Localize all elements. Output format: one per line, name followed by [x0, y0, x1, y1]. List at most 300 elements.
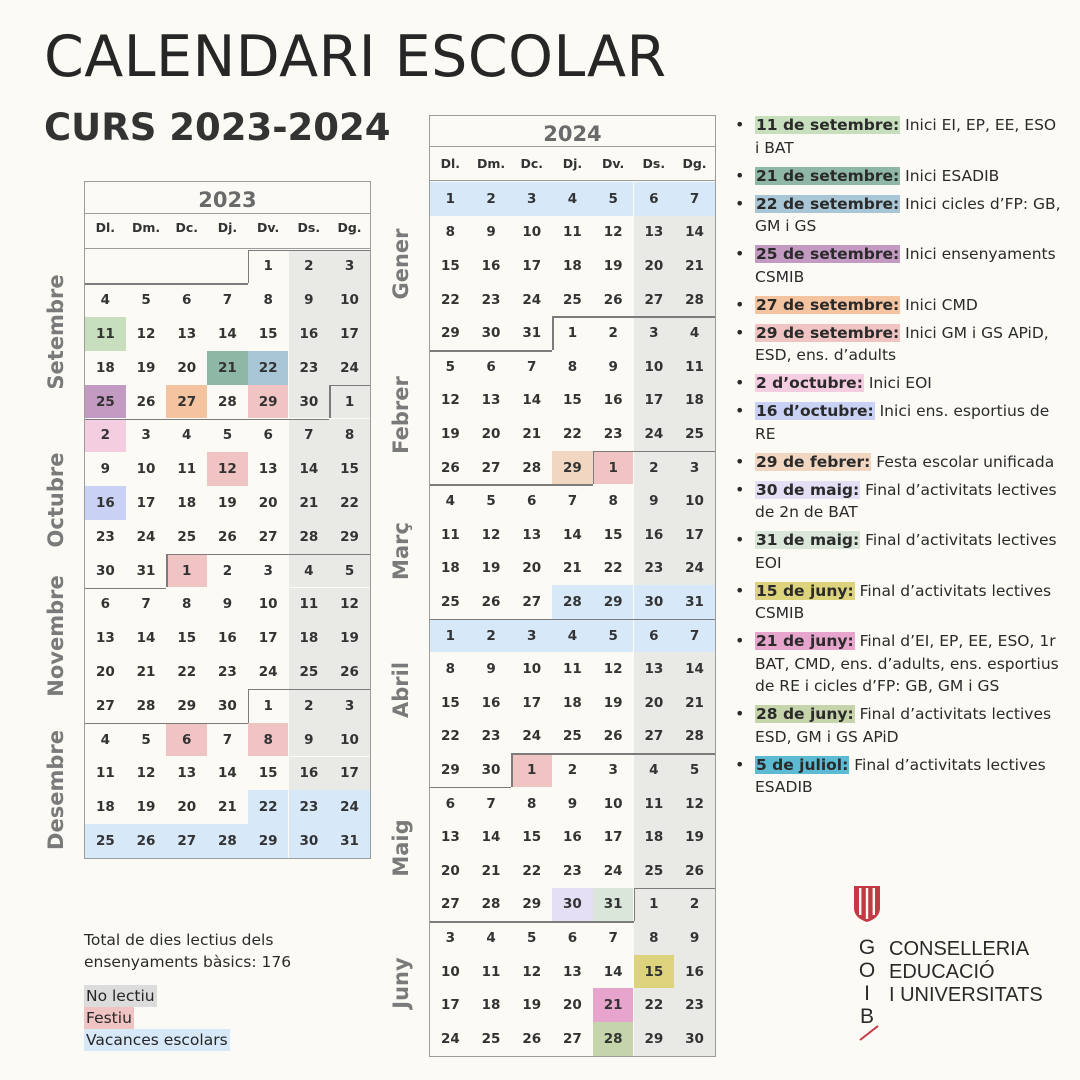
event-item — [735, 294, 1065, 317]
calendar-day: 30 — [552, 888, 593, 922]
calendar-day: 29 — [248, 385, 289, 419]
weekday-header: Dg. — [682, 156, 707, 171]
event-text: Inici cicles d’FP: GB, GM i GS — [755, 194, 1061, 235]
calendar-day: 31 — [136, 562, 156, 579]
event-date: 15 de juny: — [756, 581, 854, 600]
calendar-day: 11 — [95, 765, 115, 782]
event-item — [735, 703, 1065, 748]
calendar-day: 6 — [527, 493, 537, 510]
calendar-2024 — [429, 115, 716, 1057]
calendar-day: 10 — [674, 484, 715, 518]
calendar-day: 21 — [593, 988, 634, 1022]
calendar-day: 21 — [481, 862, 501, 879]
event-date: 22 de setembre: — [756, 194, 900, 213]
calendar-day: 21 — [674, 249, 715, 283]
calendar-day: 14 — [563, 526, 582, 543]
calendar-day: 23 — [289, 790, 330, 824]
total-days-note: Total de dies lectius dels ensenyaments bàsics: 176 — [84, 931, 292, 971]
calendar-day: 25 — [674, 417, 715, 451]
calendar-day: 2 — [85, 419, 126, 453]
event-date: 30 de maig: — [756, 480, 860, 499]
calendar-day: 28 — [218, 393, 237, 410]
calendar-day: 22 — [634, 988, 675, 1022]
calendar-day: 1 — [430, 619, 471, 653]
calendar-day: 14 — [289, 452, 330, 486]
month-label: Abril — [389, 661, 413, 719]
weekday-header: Dv. — [257, 220, 280, 235]
calendar-day: 3 — [329, 689, 370, 723]
calendar-day: 5 — [674, 753, 715, 787]
calendar-day: 4 — [486, 929, 496, 946]
calendar-day: 25 — [177, 528, 197, 545]
calendar-day: 12 — [603, 661, 623, 678]
calendar-day: 24 — [522, 728, 542, 745]
calendar-day: 6 — [634, 619, 675, 653]
calendar-day: 1 — [329, 385, 370, 419]
calendar-day: 26 — [674, 854, 715, 888]
calendar-day: 3 — [263, 562, 273, 579]
event-item — [735, 193, 1065, 238]
calendar-day: 2 — [471, 619, 512, 653]
calendar-day: 11 — [85, 317, 126, 351]
calendar-day: 26 — [126, 824, 167, 858]
calendar-day: 7 — [222, 731, 233, 748]
calendar-day: 19 — [329, 621, 370, 655]
calendar-day: 20 — [95, 663, 115, 680]
calendar-day: 7 — [486, 795, 496, 812]
event-item — [735, 529, 1065, 574]
calendar-day: 17 — [329, 757, 370, 791]
calendar-day: 7 — [289, 419, 330, 453]
calendar-day: 18 — [440, 560, 460, 577]
calendar-day: 5 — [222, 427, 233, 444]
calendar-day: 22 — [603, 560, 623, 577]
calendar-day: 23 — [289, 351, 330, 385]
month-label: Novembre — [44, 575, 68, 697]
calendar-day: 1 — [567, 325, 578, 342]
calendar-day: 1 — [166, 554, 207, 588]
calendar-day: 12 — [674, 787, 715, 821]
calendar-day: 15 — [522, 829, 542, 846]
event-text: Inici EI, EP, EE, ESO i BAT — [755, 116, 1057, 157]
calendar-day: 20 — [177, 799, 197, 816]
legend — [84, 985, 230, 1051]
calendar-day: 17 — [674, 518, 715, 552]
calendar-day: 20 — [522, 560, 542, 577]
event-text: Final d’EI, EP, EE, ESO, 1r BAT, CMD, ens. d’adults, ens. esportius de RE i cicles d’FP: GB, GM i GS — [755, 632, 1059, 695]
month-label: Desembre — [44, 730, 68, 850]
calendar-day: 23 — [674, 988, 715, 1022]
calendar-day: 29 — [552, 451, 593, 485]
calendar-day: 18 — [481, 997, 501, 1014]
calendar-day: 1 — [263, 258, 273, 275]
logo-name: CONSELLERIA EDUCACIÓ I UNIVERSITATS — [889, 938, 1043, 1006]
goib-acronym: G O I B — [858, 936, 876, 1028]
calendar-day: 28 — [522, 459, 542, 476]
calendar-day: 25 — [634, 854, 675, 888]
event-date: 16 d’octubre: — [756, 402, 874, 420]
calendar-day: 3 — [608, 761, 618, 778]
calendar-day: 9 — [567, 795, 578, 812]
weekday-header: Dc. — [175, 220, 198, 235]
calendar-day: 25 — [481, 1030, 501, 1047]
calendar-day: 17 — [634, 384, 675, 418]
calendar-day: 26 — [329, 655, 370, 689]
calendar-day: 5 — [486, 493, 496, 510]
calendar-day: 19 — [674, 820, 715, 854]
event-item — [735, 580, 1065, 625]
calendar-day: 27 — [634, 283, 675, 317]
calendar-day: 28 — [289, 520, 330, 554]
calendar-day: 12 — [207, 452, 248, 486]
calendar-day: 23 — [218, 663, 237, 680]
calendar-day: 14 — [522, 392, 542, 409]
calendar-day: 21 — [289, 486, 330, 520]
event-text: Final d’activitats lectives EOI — [755, 531, 1057, 572]
calendar-day: 7 — [608, 929, 618, 946]
shield-icon — [852, 884, 882, 924]
calendar-day: 19 — [522, 997, 542, 1014]
calendar-day: 12 — [603, 224, 623, 241]
calendar-day: 5 — [141, 731, 151, 748]
calendar-day: 29 — [440, 325, 460, 342]
calendar-day: 8 — [182, 596, 192, 613]
page-subtitle: CURS 2023-2024 — [44, 106, 391, 149]
calendar-day: 13 — [634, 652, 675, 686]
weekday-header: Dl. — [440, 156, 461, 171]
calendar-day: 8 — [608, 493, 618, 510]
calendar-day: 18 — [95, 359, 115, 376]
calendar-day: 2 — [289, 250, 330, 284]
calendar-day: 10 — [603, 795, 623, 812]
event-date: 21 de setembre: — [756, 166, 900, 185]
calendar-day: 1 — [263, 697, 273, 714]
calendar-day: 16 — [218, 630, 237, 647]
calendar-day: 23 — [603, 425, 623, 442]
calendar-day: 2 — [608, 325, 618, 342]
calendar-day: 11 — [481, 963, 501, 980]
calendar-day: 20 — [634, 249, 675, 283]
calendar-day: 31 — [593, 888, 634, 922]
calendar-day: 26 — [218, 528, 237, 545]
calendar-day: 29 — [593, 585, 634, 619]
calendar-day — [166, 250, 207, 284]
event-date: 11 de setembre: — [756, 116, 900, 134]
calendar-day: 11 — [563, 661, 582, 678]
calendar-day: 17 — [522, 257, 542, 274]
calendar-day: 18 — [563, 257, 582, 274]
calendar-day: 15 — [440, 694, 460, 711]
calendar-day: 9 — [289, 723, 330, 757]
calendar-day: 10 — [136, 461, 156, 478]
event-date: 27 de setembre: — [756, 295, 900, 314]
calendar-day: 27 — [634, 720, 675, 754]
calendar-day: 13 — [522, 526, 542, 543]
calendar-day: 6 — [634, 182, 675, 216]
calendar-day: 7 — [222, 292, 233, 309]
calendar-day: 13 — [634, 216, 675, 250]
calendar-day: 9 — [674, 921, 715, 955]
calendar-day: 29 — [634, 1022, 675, 1056]
calendar-day: 13 — [258, 461, 278, 478]
calendar-day: 4 — [552, 182, 593, 216]
calendar-day: 27 — [95, 697, 115, 714]
calendar-day: 17 — [136, 494, 156, 511]
calendar-day — [207, 250, 248, 284]
event-item — [735, 479, 1065, 524]
calendar-day: 16 — [634, 518, 675, 552]
calendar-day: 24 — [674, 552, 715, 586]
calendar-day: 12 — [329, 588, 370, 622]
calendar-day: 25 — [563, 291, 582, 308]
calendar-day: 17 — [603, 829, 623, 846]
calendar-day: 9 — [222, 596, 233, 613]
calendar-day: 18 — [289, 621, 330, 655]
calendar-day: 3 — [329, 250, 370, 284]
calendar-day: 2 — [674, 888, 715, 922]
calendar-day: 9 — [100, 461, 111, 478]
weekday-header: Dm. — [131, 220, 161, 235]
calendar-day: 11 — [634, 787, 675, 821]
calendar-day: 25 — [85, 385, 126, 419]
calendar-day: 4 — [289, 554, 330, 588]
calendar-day: 4 — [634, 753, 675, 787]
calendar-day: 13 — [563, 963, 582, 980]
calendar-day: 30 — [674, 1022, 715, 1056]
calendar-day: 19 — [603, 257, 623, 274]
calendar-day: 5 — [445, 358, 456, 375]
calendar-day: 27 — [563, 1030, 582, 1047]
calendar-day: 13 — [177, 765, 197, 782]
event-date: 29 de setembre: — [756, 323, 900, 342]
calendar-day: 15 — [440, 257, 460, 274]
event-text: Inici ESADIB — [900, 166, 1000, 185]
event-item — [735, 322, 1065, 367]
calendar-day: 5 — [593, 182, 634, 216]
calendar-day: 19 — [440, 425, 460, 442]
calendar-day: 14 — [218, 765, 237, 782]
calendar-day: 24 — [634, 417, 675, 451]
calendar-day: 16 — [85, 486, 126, 520]
calendar-day: 16 — [481, 694, 501, 711]
calendar-day: 16 — [289, 757, 330, 791]
calendar-day: 30 — [289, 824, 330, 858]
calendar-day: 12 — [481, 526, 501, 543]
calendar-day: 29 — [440, 761, 460, 778]
calendar-day: 16 — [289, 317, 330, 351]
calendar-day: 7 — [527, 358, 537, 375]
calendar-day: 5 — [527, 929, 537, 946]
calendar-day: 8 — [567, 358, 578, 375]
calendar-day: 28 — [136, 697, 156, 714]
calendar-day: 22 — [177, 663, 197, 680]
calendar-day: 29 — [329, 520, 370, 554]
calendar-day: 9 — [634, 484, 675, 518]
events-list — [735, 114, 1065, 804]
calendar-day: 3 — [511, 182, 552, 216]
calendar-day: 17 — [329, 317, 370, 351]
weekday-header: Dm. — [476, 156, 506, 171]
calendar-day: 3 — [634, 316, 675, 350]
calendar-day: 29 — [522, 896, 542, 913]
calendar-day: 12 — [440, 392, 460, 409]
weekday-header: Dc. — [520, 156, 543, 171]
calendar-day: 8 — [634, 921, 675, 955]
event-text: Inici ens. esportius de RE — [755, 402, 1050, 443]
calendar-day: 20 — [563, 997, 582, 1014]
calendar-day: 22 — [522, 862, 542, 879]
page-title: CALENDARI ESCOLAR — [44, 24, 667, 90]
weekday-header: Dg. — [337, 220, 362, 235]
calendar-day: 8 — [329, 419, 370, 453]
calendar-day: 28 — [552, 585, 593, 619]
calendar-day: 4 — [100, 731, 111, 748]
calendar-day: 30 — [481, 761, 501, 778]
weekday-header: Dj. — [217, 220, 238, 235]
calendar-day: 15 — [603, 526, 623, 543]
calendar-day: 19 — [218, 494, 237, 511]
calendar-day: 9 — [289, 283, 330, 317]
calendar-day: 2 — [289, 689, 330, 723]
calendar-day: 24 — [440, 1030, 460, 1047]
calendar-day: 9 — [608, 358, 618, 375]
calendar-day: 20 — [481, 425, 501, 442]
event-text: Inici GM i GS APiD, ESD, ens. d’adults — [755, 323, 1049, 364]
calendar-day: 29 — [177, 697, 197, 714]
calendar-day: 7 — [674, 182, 715, 216]
calendar-day: 24 — [329, 790, 370, 824]
calendar-day: 14 — [674, 652, 715, 686]
event-text: Inici EOI — [863, 374, 932, 392]
month-label: Octubre — [44, 452, 68, 548]
calendar-day: 18 — [95, 799, 115, 816]
event-date: 28 de juny: — [756, 705, 854, 723]
event-text: Inici CMD — [900, 295, 978, 314]
calendar-day: 22 — [329, 486, 370, 520]
calendar-day: 10 — [329, 283, 370, 317]
month-label: Març — [389, 522, 413, 580]
event-text: Festa escolar unificada — [871, 452, 1055, 471]
calendar-day: 11 — [289, 588, 330, 622]
calendar-day: 18 — [563, 694, 582, 711]
calendar-day: 1 — [634, 888, 675, 922]
calendar-day: 14 — [603, 963, 623, 980]
legend-vacances: Vacances escolars — [86, 1031, 228, 1049]
calendar-day: 10 — [522, 661, 542, 678]
calendar-day: 4 — [552, 619, 593, 653]
calendar-day: 28 — [207, 824, 248, 858]
event-item — [735, 165, 1065, 188]
calendar-day: 31 — [674, 585, 715, 619]
calendar-day: 30 — [218, 697, 237, 714]
event-date: 5 de juliol: — [756, 755, 849, 774]
weekday-header: Dl. — [95, 220, 116, 235]
calendar-day: 24 — [136, 528, 156, 545]
calendar-day: 20 — [634, 686, 675, 720]
calendar-day: 20 — [258, 494, 278, 511]
calendar-day: 15 — [563, 392, 582, 409]
event-date: 31 de maig: — [756, 531, 860, 549]
calendar-day: 4 — [100, 292, 111, 309]
event-item — [735, 451, 1065, 474]
calendar-day: 22 — [248, 351, 289, 385]
calendar-day: 6 — [166, 723, 207, 757]
calendar-day: 10 — [522, 224, 542, 241]
calendar-day: 8 — [263, 292, 273, 309]
calendar-day: 14 — [136, 630, 156, 647]
calendar-day: 30 — [95, 562, 115, 579]
calendar-day: 19 — [136, 359, 156, 376]
event-text: Final d’activitats lectives de 2n de BAT — [755, 480, 1057, 521]
calendar-day: 6 — [100, 596, 111, 613]
calendar-day — [85, 250, 126, 284]
month-label: Gener — [389, 228, 413, 300]
calendar-day: 11 — [674, 350, 715, 384]
calendar-day: 17 — [522, 694, 542, 711]
event-item — [735, 630, 1065, 698]
event-item — [735, 114, 1065, 159]
calendar-day: 8 — [445, 661, 456, 678]
calendar-day: 31 — [329, 824, 370, 858]
calendar-day: 4 — [674, 316, 715, 350]
calendar-day: 14 — [481, 829, 501, 846]
legend-festiu: Festiu — [86, 1009, 132, 1027]
event-date: 25 de setembre: — [756, 245, 900, 263]
calendar-day: 21 — [563, 560, 582, 577]
calendar-day: 26 — [522, 1030, 542, 1047]
calendar-day: 17 — [258, 630, 278, 647]
calendar-day: 13 — [177, 325, 197, 342]
calendar-day: 28 — [593, 1022, 634, 1056]
calendar-day: 1 — [511, 753, 552, 787]
calendar-day: 21 — [136, 663, 156, 680]
calendar-year: 2024 — [543, 122, 602, 146]
calendar-day: 20 — [440, 862, 460, 879]
calendar-day: 16 — [481, 257, 501, 274]
calendar-day: 2 — [567, 761, 578, 778]
calendar-day: 15 — [258, 765, 278, 782]
calendar-day: 14 — [674, 216, 715, 250]
calendar-day: 6 — [263, 427, 273, 444]
calendar-day: 7 — [141, 596, 151, 613]
calendar-day: 19 — [603, 694, 623, 711]
calendar-day: 11 — [440, 526, 460, 543]
event-date: 2 d’octubre: — [756, 374, 863, 392]
event-item — [735, 243, 1065, 288]
calendar-day: 27 — [166, 824, 207, 858]
calendar-day: 25 — [440, 593, 460, 610]
calendar-day: 30 — [481, 325, 501, 342]
calendar-day: 22 — [440, 728, 460, 745]
calendar-day: 13 — [481, 392, 501, 409]
calendar-day: 24 — [603, 862, 623, 879]
calendar-day: 21 — [207, 351, 248, 385]
calendar-day: 16 — [603, 392, 623, 409]
calendar-day: 8 — [248, 723, 289, 757]
calendar-day — [126, 250, 167, 284]
month-label: Febrer — [389, 376, 413, 454]
calendar-day: 24 — [522, 291, 542, 308]
calendar-day: 26 — [440, 459, 460, 476]
calendar-day: 18 — [177, 494, 197, 511]
calendar-day: 2 — [471, 182, 512, 216]
calendar-day: 23 — [481, 291, 501, 308]
calendar-day: 21 — [522, 425, 542, 442]
calendar-day: 19 — [481, 560, 501, 577]
weekday-header: Ds. — [297, 220, 321, 235]
calendar-day: 26 — [603, 291, 623, 308]
calendar-day: 12 — [136, 325, 156, 342]
